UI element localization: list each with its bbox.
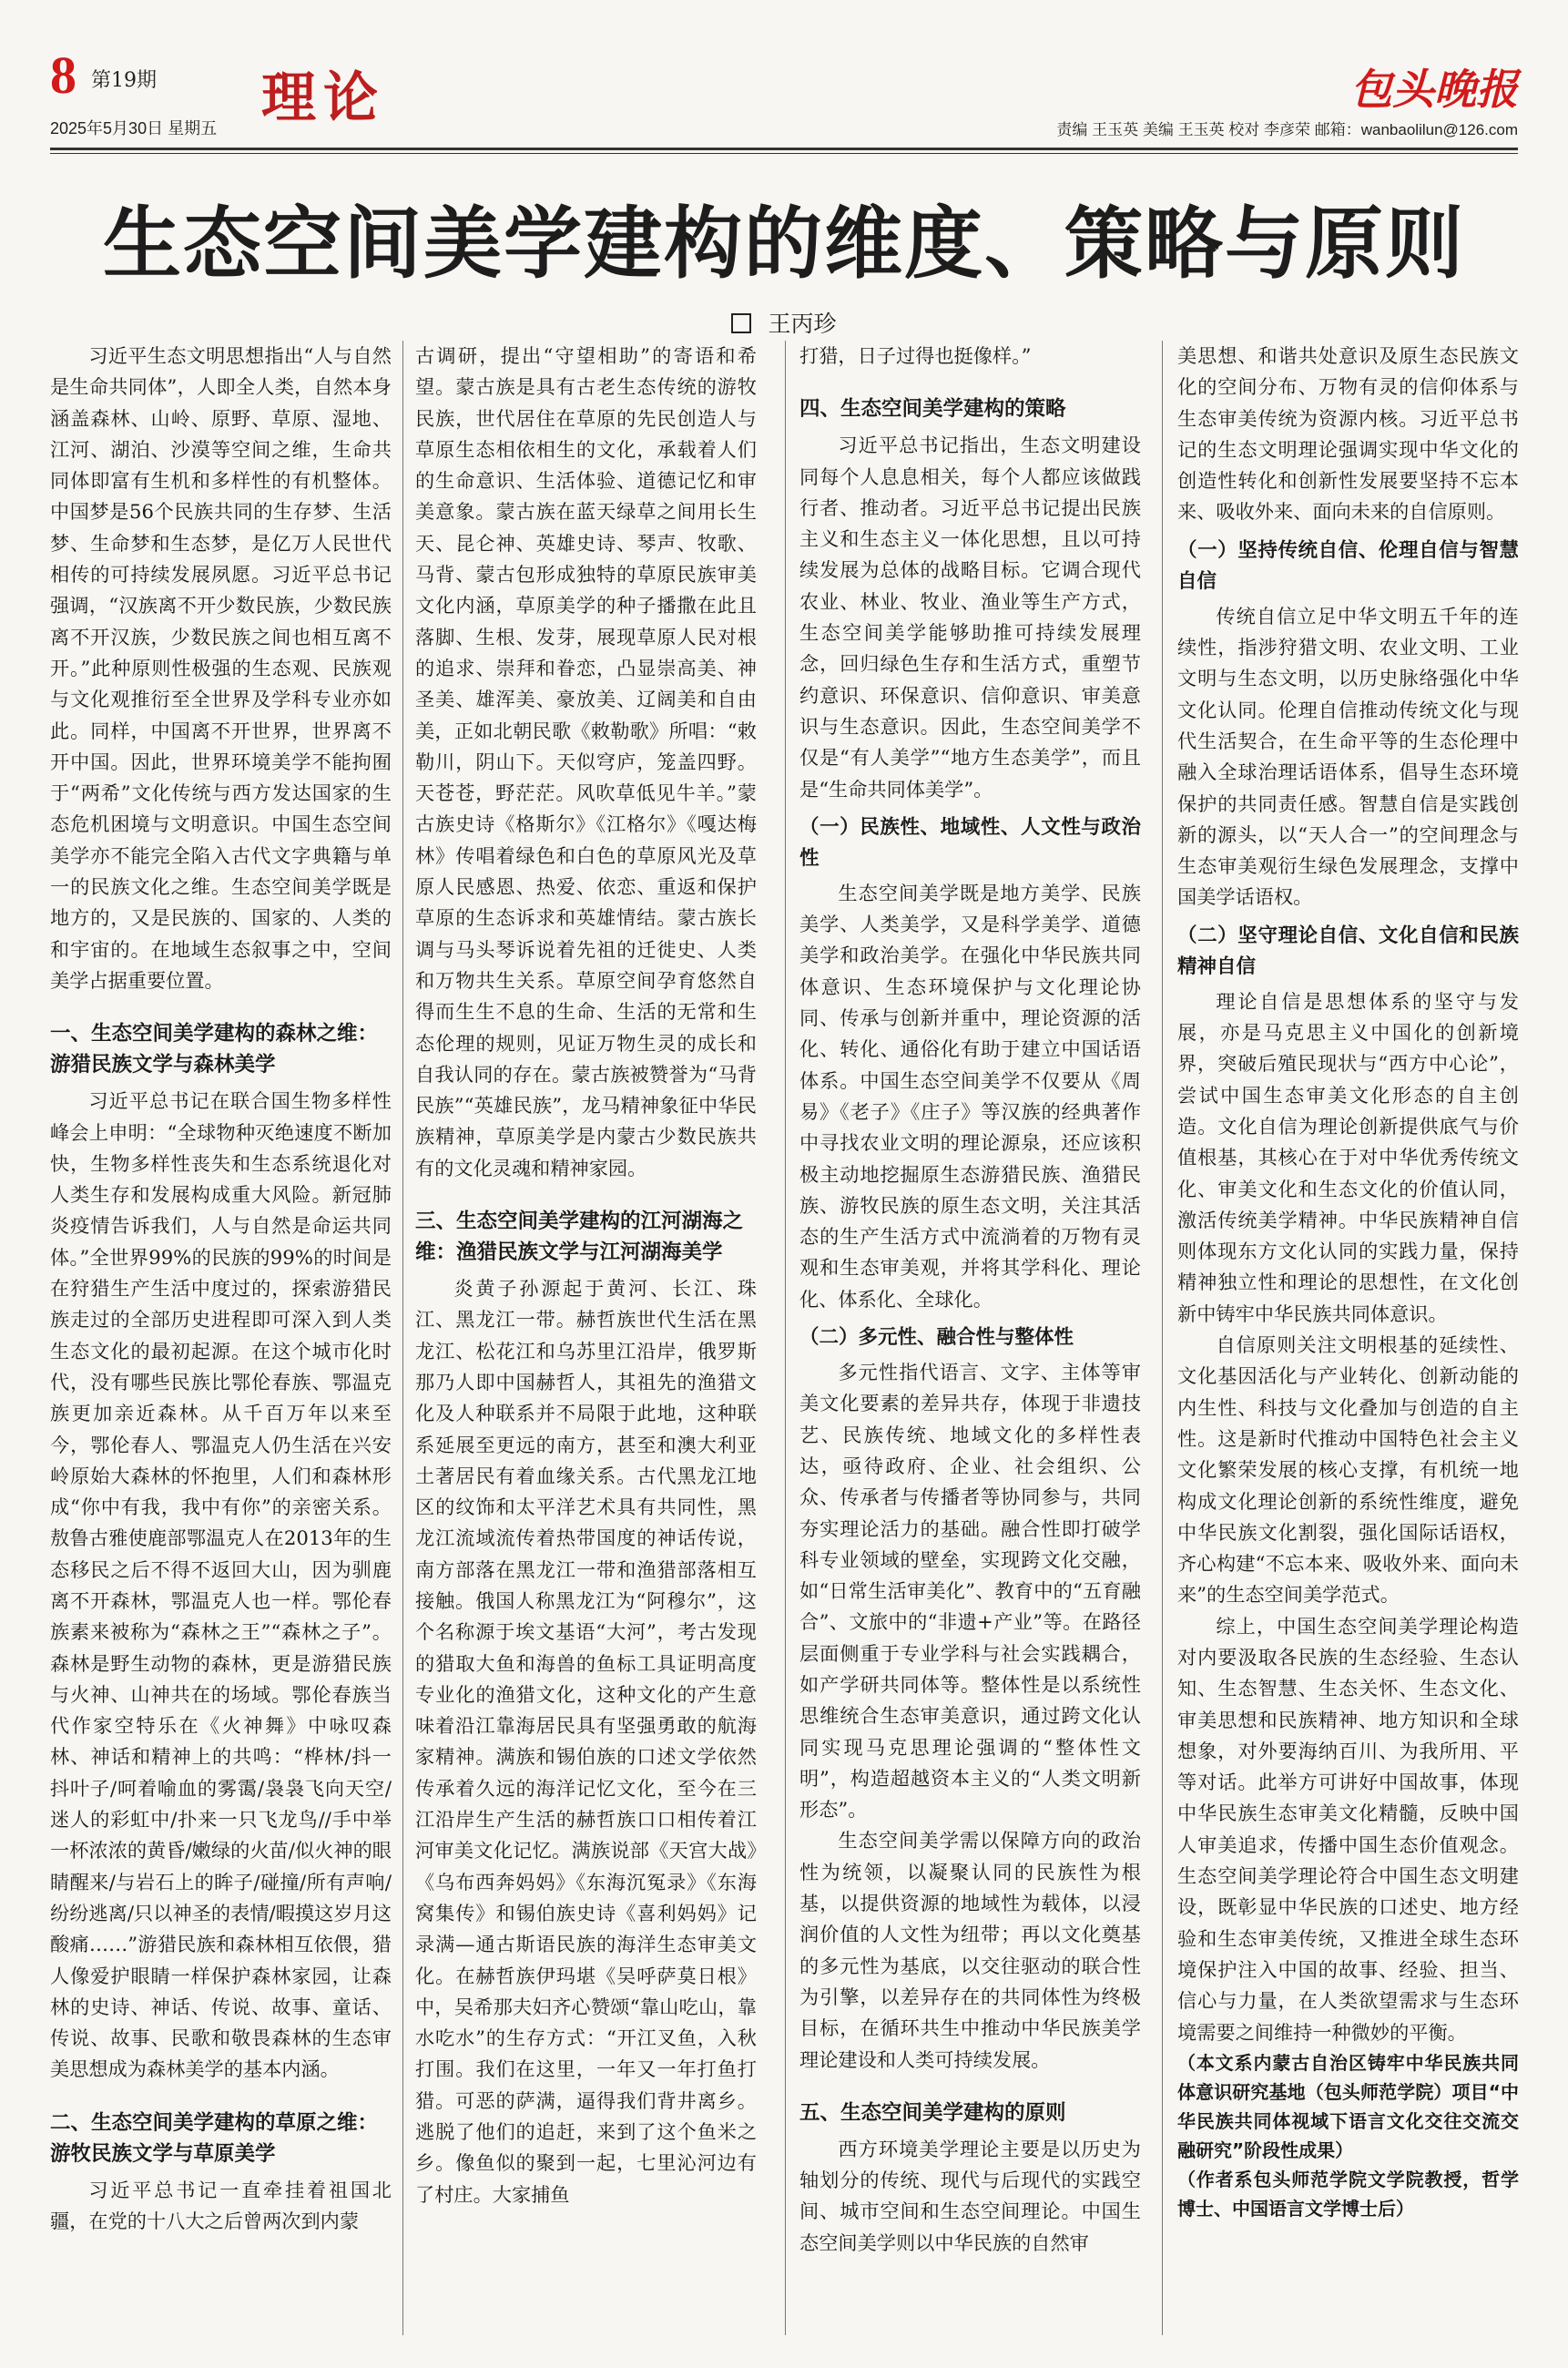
subsection-heading: （一）坚持传统自信、伦理自信与智慧自信 [1177,538,1519,593]
column-divider [785,341,786,2335]
article-author [0,306,1568,339]
subsection-heading: （二）多元性、融合性与整体性 [799,1326,1074,1350]
body-paragraph: 打猎，日子过得也挺像样。” [799,344,1032,367]
article-column-2 [415,341,757,2335]
editor-credits: 责编 王玉英 美编 王玉英 校对 李彦荣 邮箱：wanbaolilun@126.com [1056,121,1518,138]
body-paragraph: 习近平生态文明思想指出“人与自然是生命共同体”，人即全人类，自然本身涵盖森林、山岭、原野、草原、湿地、江河、湖泊、沙漠等空间之维，生命共同体即富有生机和多样性的有机整体。中国梦是56个民族共同的生存梦、生活梦、生命梦和生态梦，是亿万人民世代相传的可持续发展夙愿。习近平总书记强调，“汉族离不开少数民族，少数民族离不开汉族，少数民族之间也相互离不开。”此种原则性极强的生态观、民族观与文化观推衍至全世界及学科专业亦如此。同样，中国离不开世界，世界离不开中国。因此，世界环境美学不能拘囿于“两希”文化传统与西方发达国家的生态危机困境与文明意识。中国生态空间美学亦不能完全陷入古代文字典籍与单一的民族文化之维。生态空间美学既是地方的，又是民族的、国家的、人类的和宇宙的。在地域生态叙事之中，空间美学占据重要位置。 [50,344,392,992]
article-column-3 [799,341,1141,2335]
body-paragraph: 习近平总书记在联合国生物多样性峰会上申明：“全球物种灭绝速度不断加快，生物多样性丧失和生态系统退化对人类生存和发展构成重大风险。新冠肺炎疫情告诉我们，人与自然是命运共同体。”全世界99%的民族的99%的时间是在狩猎生产生活中度过的，探索游猎民族走过的全部历史进程即可深入到人类生态文化的最初起源。在这个城市化时代，没有哪些民族比鄂伦春族、鄂温克族更加亲近森林。从千百万年以来至今，鄂伦春人、鄂温克人仍生活在兴安岭原始大森林的怀抱里，人们和森林形成“你中有我，我中有你”的亲密关系。敖鲁古雅使鹿部鄂温克人在2013年的生态移民之后不得不返回大山，因为驯鹿离不开森林，鄂温克人也一样。鄂伦春族素来被称为“森林之王”“森林之子”。森林是野生动物的森林，更是游猎民族与火神、山神共在的场域。鄂伦春族当代作家空特乐在《火神舞》中咏叹森林、神话和精神上的共鸣：“桦林/抖一抖叶子/呵着喻血的雾霭/袅袅飞向天空/迷人的彩虹中/扑来一只飞龙鸟//手中举一杯浓浓的黄昏/嫩绿的火苗/似火神的眼睛醒来/与岩石上的眸子/碰撞/所有声响/纷纷逃离/只以神圣的表情/暇摸这岁月这酸痛……”游猎民族和森林相互依偎，猎人像爱护眼睛一样保护森林家园，让森林的史诗、神话、传说、故事、童话、传说、故事、民歌和敬畏森林的生态审美思想成为森林美学的基本内涵。 [50,1089,392,2081]
column-divider [402,341,403,2335]
article-note: （本文系内蒙古自治区铸牢中华民族共同体意识研究基地（包头师范学院）项目“中华民族共同体视域下语言文化交往交流交融研究”阶段性成果） [1177,2051,1519,2161]
section-title: 理论 [261,66,385,130]
body-paragraph: 生态空间美学既是地方美学、民族美学、人类美学，又是科学美学、道德美学和政治美学。在强化中华民族共同体意识、生态环境保护与文化理论协同、传承与创新并重中，理论资源的活化、转化、通俗化有助于建立中国话语体系。中国生态空间美学不仅要从《周易》《老子》《庄子》等汉族的经典著作中寻找农业文明的理论源泉，还应该积极主动地挖掘原生态游猎民族、渔猎民族、游牧民族的原生态文明，关注其活态的生产生活方式中流淌着的万物有灵观和生态审美观，并将其学科化、理论化、体系化、全球化。 [799,881,1141,1311]
body-paragraph: 习近平总书记指出，生态文明建设同每个人息息相关，每个人都应该做践行者、推动者。习近平总书记提出民族主义和生态主义一体化思想，且以可持续发展为总体的战略目标。它调合现代农业、林业、牧业、渔业等生产方式，生态空间美学能够助推可持续发展理念，回归绿色生存和生活方式，重塑节约意识、环保意识、信仰意识、审美意识与生态意识。因此，生态空间美学不仅是“有人美学”“地方生态美学”，而且是“生命共同体美学”。 [799,434,1141,801]
column-divider [1162,341,1163,2335]
page-number: 8 [50,46,76,105]
header-rule [50,148,1518,150]
section-heading: 四、生态空间美学建构的策略 [799,397,1066,422]
newspaper-logo: 包头晚报 [1350,65,1518,114]
body-paragraph: 理论自信是思想体系的坚守与发展，亦是马克思主义中国化的创新境界，突破后殖民现状与“西方中心论”，尝试中国生态审美文化形态的自主创造。文化自信为理论创新提供底气与价值根基，其核心在于对中华优秀传统文化、审美文化和生态文化的价值认同，激活传统美学精神。中华民族精神自信则体现东方文化认同的实践力量，保持精神独立性和理论的思想性，在文化创新中铸牢中华民族共同体意识。 [1177,989,1519,1325]
article-title: 生态空间美学建构的维度、策略与原则 [103,198,1465,290]
body-paragraph: 多元性指代语言、文字、主体等审美文化要素的差异共存，体现于非遗技艺、民族传统、地域文化的多样性表达，亟待政府、企业、社会组织、公众、传承者与传播者等协同参与，共同夯实理论活力的基础。融合性即打破学科专业领域的壁垒，实现跨文化交融，如“日常生活审美化”、教育中的“五育融合”、文旅中的“非遗+产业”等。在路径层面侧重于专业学科与社会实践耦合，如产学研共同体等。整体性是以系统性思维统合生态审美意识，通过跨文化认同实现马克思理论强调的“整体性文明”，构造超越资本主义的“人类文明新形态”。 [799,1361,1141,1822]
body-paragraph: 传统自信立足中华文明五千年的连续性，指涉狩猎文明、农业文明、工业文明与生态文明，以历史脉络强化中华文化认同。伦理自信推动传统文化与现代生活契合，在生命平等的生态伦理中融入全球治理话语体系，倡导生态环境保护的共同责任感。智慧自信是实践创新的源头，以“天人合一”的空间理念与生态审美观衍生绿色发展理念，支撑中国美学话语权。 [1177,604,1519,909]
body-paragraph: 自信原则关注文明根基的延续性、文化基因活化与产业转化、创新动能的内生性、科技与文化叠加与创造的自主性。这是新时代推动中国特色社会主义文化繁荣发展的核心支撑，有机统一地构成文化理论创新的系统性维度，避免中华民族文化割裂，强化国际话语权，齐心构建“不忘本来、吸收外来、面向未来”的生态空间美学范式。 [1177,1333,1519,1607]
body-paragraph: 生态空间美学需以保障方向的政治性为统领，以凝聚认同的民族性为根基，以提供资源的地域性为载体，以浸润价值的人文性为纽带；再以文化奠基的多元性为基底，以交往驱动的联合性为引擎，以差异存在的共同体性为终极目标，在循环共生中推动中华民族美学理论建设和人类可持续发展。 [799,1829,1141,2071]
section-heading: 二、生态空间美学建构的草原之维：游牧民族文学与草原美学 [50,2110,379,2166]
section-heading: 三、生态空间美学建构的江河湖海之维：渔猎民族文学与江河湖海美学 [415,1210,744,1265]
publication-date: 2025年5月30日 星期五 [50,119,218,138]
author-name: 王丙珍 [768,311,837,337]
subsection-heading: （一）民族性、地域性、人文性与政治性 [799,815,1141,870]
body-paragraph: 美思想、和谐共处意识及原生态民族文化的空间分布、万物有灵的信仰体系与生态审美传统为资源内核。习近平总书记的生态文明理论强调实现中华文化的创造性转化和创新性发展要坚持不忘本来、吸收外来、面向未来的自信原则。 [1177,344,1519,524]
issue-number: 第19期 [91,69,157,92]
author-square-icon [731,313,751,333]
section-heading: 一、生态空间美学建构的森林之维：游猎民族文学与森林美学 [50,1022,379,1077]
article-column-1 [50,341,392,2335]
body-paragraph: 西方环境美学理论主要是以历史为轴划分的传统、现代与后现代的实践空间、城市空间和生态空间理论。中国生态空间美学则以中华民族的自然审 [799,2137,1141,2254]
page-header [50,44,1518,146]
article-note: （作者系包头师范学院文学院教授，哲学博士、中国语言文学博士后） [1177,2168,1519,2220]
body-paragraph: 综上，中国生态空间美学理论构造对内要汲取各民族的生态经验、生态认知、生态智慧、生态关怀、生态文化、审美思想和民族精神、地方知识和全球想象，对外要海纳百川、为我所用、平等对话。此举方可讲好中国故事，体现中华民族生态审美文化精髓，反映中国人审美追求，传播中国生态价值观念。生态空间美学理论符合中国生态文明建设，既彰显中华民族的口述史、地方经验和生态审美传统，又推进全球生态环境保护注入中国的故事、经验、担当、信心与力量，在人类欲望需求与生态环境需要之间维持一种微妙的平衡。 [1177,1614,1519,2044]
body-paragraph: 古调研，提出“守望相助”的寄语和希望。蒙古族是具有古老生态传统的游牧民族，世代居住在草原的先民创造人与草原生态相依相生的文化，承载着人们的生命意识、生活体验、道德记忆和审美意象。蒙古族在蓝天绿草之间用长生天、昆仑神、英雄史诗、琴声、牧歌、马背、蒙古包形成独特的草原民族审美文化内涵，草原美学的种子播撒在此且落脚、生根、发芽，展现草原人民对根的追求、崇拜和眷恋，凸显崇高美、神圣美、雄浑美、豪放美、辽阔美和自由美，正如北朝民歌《敕勒歌》所唱：“敕勒川，阴山下。天似穹庐，笼盖四野。天苍苍，野茫茫。风吹草低见牛羊。”蒙古族史诗《格斯尔》《江格尔》《嘎达梅林》传唱着绿色和白色的草原风光及草原人民感恩、热爱、依恋、重返和保护草原的生态诉求和英雄情结。蒙古族长调与马头琴诉说着先祖的迁徙史、人类和万物共生关系。草原空间孕育悠然自得而生生不息的生命、生活的无常和生态伦理的规则，见证万物生灵的成长和自我认同的存在。蒙古族被赞誉为“马背民族”“英雄民族”，龙马精神象征中华民族精神，草原美学是内蒙古少数民族共有的文化灵魂和精神家园。 [415,344,757,1179]
body-paragraph: 炎黄子孙源起于黄河、长江、珠江、黑龙江一带。赫哲族世代生活在黑龙江、松花江和乌苏里江沿岸，俄罗斯那乃人即中国赫哲人，其祖先的渔猎文化及人种联系并不局限于此地，这种联系延展至更远的南方，甚至和澳大利亚土著居民有着血缘关系。古代黑龙江地区的纹饰和太平洋艺术具有共同性，黑龙江流域流传着热带国度的神话传说，南方部落在黑龙江一带和渔猎部落相互接触。俄国人称黑龙江为“阿穆尔”，这个名称源于埃文基语“大河”，考古发现的猎取大鱼和海兽的鱼标工具证明高度专业化的渔猎文化，这种文化的产生意味着沿江靠海居民具有坚强勇敢的航海家精神。满族和锡伯族的口述文学依然传承着久远的海洋记忆文化，至今在三江沿岸生产生活的赫哲族口口相传着江河审美文化记忆。满族说部《天宫大战》《乌布西奔妈妈》《东海沉冤录》《东海窝集传》和锡伯族史诗《喜利妈妈》记录满—通古斯语民族的海洋生态审美文化。在赫哲族伊玛堪《吴呼萨莫日根》中，吴希那夫妇齐心赞颂“靠山吃山，靠水吃水”的生存方式：“开江叉鱼，入秋打围。我们在这里，一年又一年打鱼打猎。可恶的萨满，逼得我们背井离乡。逃脱了他们的追赶，来到了这个鱼米之乡。像鱼似的聚到一起，七里沁河边有了村庄。大家捕鱼 [415,1277,757,2206]
subsection-heading: （二）坚守理论自信、文化自信和民族精神自信 [1177,924,1519,978]
section-heading: 五、生态空间美学建构的原则 [799,2100,1066,2125]
header-rule-thin [50,153,1518,154]
body-paragraph: 习近平总书记一直牵挂着祖国北疆，在党的十八大之后曾两次到内蒙 [50,2178,392,2233]
article-column-4 [1177,341,1519,2335]
